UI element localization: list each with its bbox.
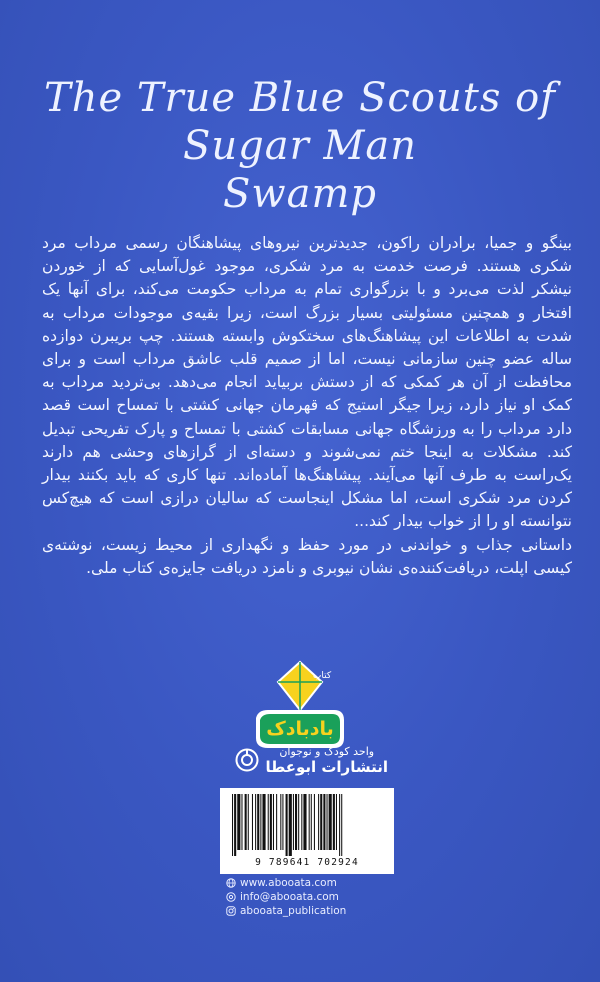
instagram-icon (226, 906, 236, 916)
book-blurb (42, 232, 572, 580)
barcode-bar (255, 794, 256, 850)
barcode-bar (282, 794, 283, 850)
instagram-row (226, 904, 396, 918)
barcode-bar (327, 794, 328, 850)
barcode-bar (320, 794, 322, 850)
title-line-1: The True Blue Scouts of (44, 75, 556, 121)
barcode-bar (273, 794, 274, 850)
barcode-bar (295, 794, 297, 850)
barcode-bar (286, 794, 288, 856)
barcode-bar (270, 794, 272, 850)
instagram-link[interactable]: abooata_publication (240, 905, 347, 917)
barcode-bar (289, 794, 292, 856)
barcode-bar (341, 794, 342, 856)
publisher-block (228, 740, 388, 780)
at-sign-icon (226, 892, 236, 902)
barcode-bar (303, 794, 306, 850)
barcode-bar (336, 794, 337, 850)
barcode-bar (293, 794, 294, 850)
logo-top-text: کتاب (312, 671, 332, 681)
barcode-bar (276, 794, 277, 850)
barcode-bar (318, 794, 319, 850)
title-line-2: Sugar Man (182, 123, 418, 169)
email-link[interactable]: info@abooata.com (240, 891, 339, 903)
barcode-bar (252, 794, 253, 850)
barcode-bar (280, 794, 281, 850)
barcode-bar (309, 794, 310, 850)
barcode-bar (248, 794, 249, 850)
website-row (226, 876, 396, 890)
barcode-bar (314, 794, 315, 850)
logo-brand-text: بادبادک (266, 718, 334, 740)
barcode-bar (298, 794, 299, 850)
publisher-line-2: انتشارات ابوعطا (265, 757, 388, 776)
barcode-bar (232, 794, 233, 856)
barcode-bar (260, 794, 261, 850)
website-link[interactable]: www.abooata.com (240, 877, 337, 889)
barcode-bar (241, 794, 242, 850)
barcode-bar (257, 794, 259, 850)
blurb-paragraph-1: بینگو و جمیا، برادران راکون، جدیدترین نیروهای پیشاهنگان رسمی مرداب مرد شکری هستند. فرصت خدمت به مرد شکری، موجود غول‌آسایی که از خوردن نیشکر لذت می‌برد و با بزرگواری تمام به مرداب حکومت می‌کند، برای آنها یک افتخار و همچنین مسئولیتی بسیار بزرگ است، زیرا بقیه‌ی موجودات مرداب به شدت به اطلاعات این پیشاهنگ‌های سختکوش وابسته هستند. چپ بریبرن دوازده ساله عضو چنین سازمانی نیست، اما از صمیم قلب عاشق مرداب است و برای محافظت از آن هر کمکی که از دستش بربیاید انجام می‌دهد. بی‌تردید مرداب به کمک او نیاز دارد، زیرا جیگر استیج که قهرمان جهانی کشتی با تمساح است قصد دارد مرداب را به ورزشگاه جهانی مسابقات کشتی با تمساح و پارک تفریحی تبدیل کند. مشکلات به اینجا ختم نمی‌شوند و دسته‌ای از گرازهای وحشی هم دارند یک‌راست به طرف آنها می‌آیند. پیشاهنگ‌ها آماده‌اند. تنها کاری که باید بکنند بیدار کردن مرد شکری است، اما مشکل اینجاست که سالیان درازی است که هیچ‌کس نتوانسته او را از خواب بیدار کند... (42, 234, 572, 531)
publisher-emblem-icon (235, 748, 259, 772)
globe-icon (226, 878, 236, 888)
barcode-bar (311, 794, 312, 850)
barcode-bar (268, 794, 269, 850)
publisher-text (265, 745, 388, 776)
barcode-bar (245, 794, 247, 850)
publisher-contacts (226, 876, 396, 918)
barcode-bar (234, 794, 236, 856)
barcode-bar (262, 794, 265, 850)
barcode-bar (333, 794, 335, 850)
barcode-bar (301, 794, 302, 850)
publisher-line-1: واحد کودک و نوجوان (279, 744, 375, 758)
email-row (226, 890, 396, 904)
barcode-bar (237, 794, 240, 850)
barcode-bar (339, 794, 340, 856)
barcode-bar (323, 794, 325, 850)
barcode-bar (329, 794, 332, 850)
title-line-3: Swamp (222, 171, 378, 217)
blurb-paragraph-2: داستانی جذاب و خواندنی در مورد حفظ و نگهداری از محیط زیست، نوشته‌ی کیسی اپلت، دریافت‌کننده‌ی نشان نیوبری و نامزد دریافت جایزه‌ی کتاب ملی. (42, 535, 572, 577)
barcode-bars (228, 794, 386, 856)
isbn-barcode (220, 788, 394, 874)
isbn-number: 9 789641 702924 (255, 857, 359, 868)
book-title (0, 74, 600, 218)
